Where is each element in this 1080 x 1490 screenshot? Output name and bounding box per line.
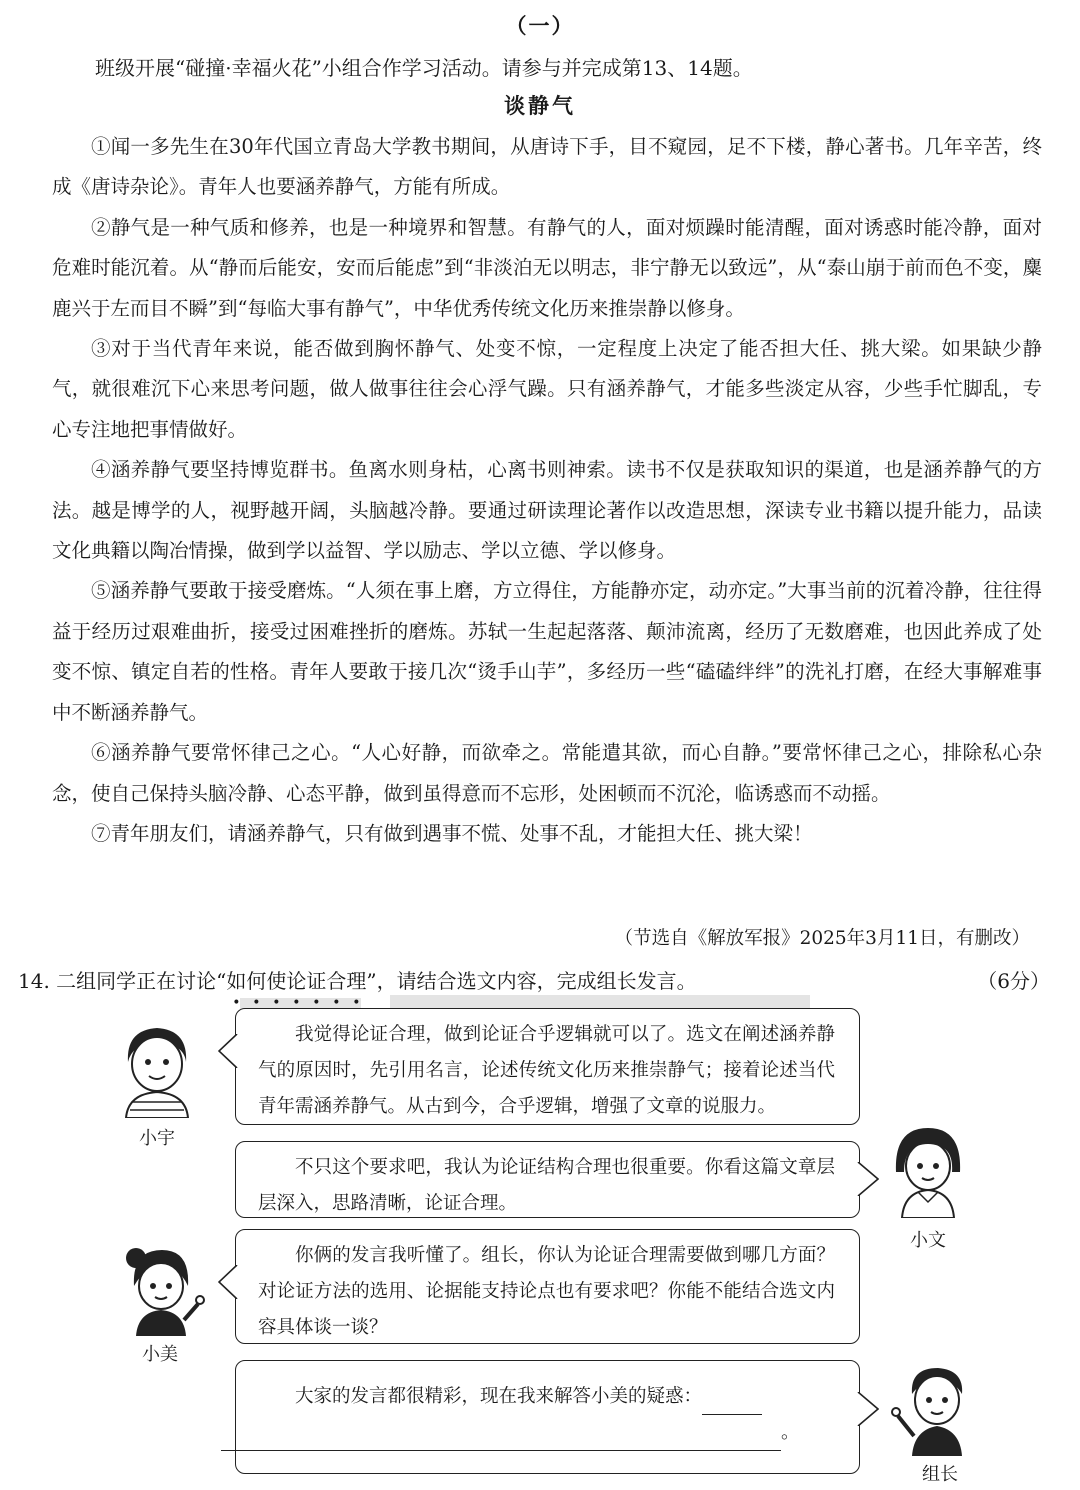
question-score: （6分）: [977, 969, 1050, 993]
question-prefix: 14. 二组同学正在讨论“: [18, 969, 227, 993]
section-title: （一）: [505, 13, 575, 38]
emphasis-char: 证: [306, 969, 327, 993]
xiaomei-name: 小美: [142, 1344, 178, 1365]
article-title: 谈静气: [504, 93, 576, 118]
article-body: [52, 127, 1042, 854]
question-suffix: ”，请结合选文内容，完成组长发言。: [366, 969, 697, 993]
emphasis-char: 合: [326, 969, 347, 993]
zuzhang-speech-bubble: [235, 1360, 860, 1474]
zuzhang-speech-text: 大家的发言都很精彩，现在我来解答小美的疑惑：: [295, 1386, 703, 1407]
xiaowen-speech-bubble: 不只这个要求吧，我认为论证结构合理也很重要。你看这篇文章层层深入，思路清晰，论证合理。: [235, 1141, 860, 1218]
emphasis-char: 使: [266, 969, 287, 993]
emphasis-char: 理: [346, 969, 367, 993]
bubble-tail: [218, 1034, 238, 1068]
xiaomei-speech-bubble: 你俩的发言我听懂了。组长，你认为论证合理需要做到哪几方面？对论证方法的选用、论据能支持论点也有要求吧？你能不能结合选文内容具体谈一谈？: [235, 1229, 860, 1344]
paragraph-5: ⑤涵养静气要敢于接受磨炼。“人须在事上磨，方立得住，方能静亦定，动亦定。”大事当前的沉着冷静，往往得益于经历过艰难曲折，接受过困难挫折的磨炼。苏轼一生起起落落、颠沛流离，经历了无数磨难，也因此养成了处变不惊、镇定自若的性格。青年人要敢于接几次“烫手山芋”，多经历一些“磕磕绊绊”的洗礼打磨，在经大事解难事中不断涵养静气。: [52, 579, 1042, 724]
xiaowen-name: 小文: [910, 1230, 946, 1251]
paragraph-7: ⑦青年朋友们，请涵养静气，只有做到遇事不慌、处事不乱，才能担大任、挑大梁！: [91, 821, 813, 845]
paragraph-1: ①闻一多先生在30年代国立青岛大学教书期间，从唐诗下手，目不窥园，足不下楼，静心著书。几年辛苦，终成《唐诗杂论》。青年人也要涵养静气，方能有所成。: [52, 135, 1042, 199]
xiaoyu-speech-bubble: 我觉得论证合理，做到论证合乎逻辑就可以了。选文在阐述涵养静气的原因时，先引用名言，论述传统文化历来推崇静气；接着论述当代青年需涵养静气。从古到今，合乎逻辑，增强了文章的说服力。: [235, 1008, 860, 1125]
bubble-tail: [857, 1162, 879, 1196]
article-source: （节选自《解放军报》2025年3月11日，有删改）: [614, 928, 1030, 949]
paragraph-6: ⑥涵养静气要常怀律己之心。“人心好静，而欲牵之。常能遣其欲，而心自静。”要常怀律己之心，排除私心杂念，使自己保持头脑冷静、心态平静，做到虽得意而不忘形，处困顿而不沉沦，临诱惑而不动摇。: [52, 741, 1042, 805]
zuzhang-name: 组长: [922, 1464, 958, 1485]
paragraph-2: ②静气是一种气质和修养，也是一种境界和智慧。有静气的人，面对烦躁时能清醒，面对诱惑时能冷静，面对危难时能沉着。从“静而后能安，安而后能虑”到“非淡泊无以明志，非宁静无以致远”，从“泰山崩于前而色不变，麋鹿兴于左而目不瞬”到“每临大事有静气”，中华优秀传统文化历来推崇静以修身。: [52, 215, 1042, 320]
intro-text: 班级开展“碰撞·幸福火花”小组合作学习活动。请参与并完成第13、14题。: [95, 56, 753, 80]
question-14-prompt: [18, 965, 697, 994]
xiaoyu-name: 小宇: [139, 1128, 175, 1149]
zuzhang-speech-end: 。: [781, 1422, 800, 1443]
xiaoyu-avatar-icon: [118, 1022, 196, 1118]
xiaowen-avatar-icon: [890, 1122, 966, 1218]
emphasis-char: 如: [226, 969, 247, 993]
zuzhang-avatar-icon: [888, 1360, 978, 1456]
bubble-tail: [857, 1392, 879, 1426]
answer-blank-line[interactable]: [221, 1428, 781, 1451]
bubble-tail: [218, 1265, 238, 1299]
paragraph-3: ③对于当代青年来说，能否做到胸怀静气、处变不惊，一定程度上决定了能否担大任、挑大梁。如果缺少静气，就很难沉下心来思考问题，做人做事往往会心浮气躁。只有涵养静气，才能多些淡定从容，少些手忙脚乱，专心专注地把事情做好。: [52, 337, 1042, 441]
answer-blank[interactable]: [702, 1392, 762, 1415]
emphasis-char: 何: [246, 969, 267, 993]
emphasis-char: 论: [286, 969, 307, 993]
paragraph-4: ④涵养静气要坚持博览群书。鱼离水则身枯，心离书则神索。读书不仅是获取知识的渠道，也是涵养静气的方法。越是博学的人，视野越开阔，头脑越冷静。要通过研读理论著作以改造思想，深读专业书籍以提升能力，品读文化典籍以陶冶情操，做到学以益智、学以励志、学以立德、学以修身。: [52, 458, 1042, 563]
xiaomei-avatar-icon: [118, 1240, 208, 1336]
